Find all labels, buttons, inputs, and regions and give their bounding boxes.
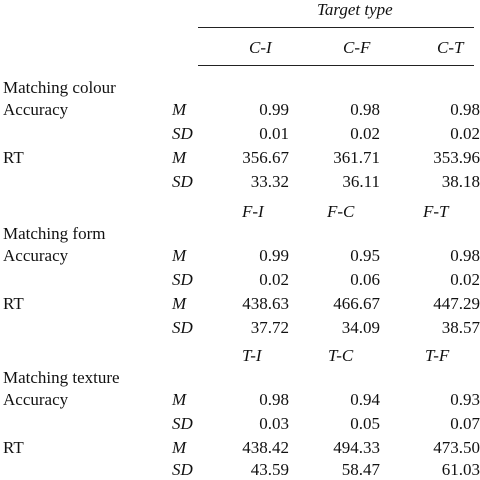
row-stat: M: [172, 246, 187, 265]
table-cell: 0.05: [350, 414, 380, 433]
table-cell: 0.98: [450, 246, 480, 265]
table-cell: 0.98: [450, 100, 480, 119]
column-header-2: C-F: [343, 38, 371, 57]
section-column-header: F-T: [423, 202, 449, 221]
row-stat: M: [172, 294, 187, 313]
table-cell: 61.03: [441, 460, 480, 479]
row-measure: RT: [3, 294, 24, 313]
section-title-form: Matching form: [3, 224, 106, 243]
row-stat: SD: [172, 172, 193, 191]
section-title-colour: Matching colour: [3, 78, 116, 97]
section-column-header: F-I: [242, 202, 264, 221]
table-cell: 466.67: [333, 294, 380, 313]
row-measure: Accuracy: [3, 246, 69, 265]
table-cell: 473.50: [433, 438, 480, 457]
table-cell: 438.42: [242, 438, 289, 457]
table-cell: 0.98: [350, 100, 380, 119]
table-cell: 36.11: [342, 172, 380, 191]
row-stat: SD: [172, 414, 193, 433]
table-cell: 0.07: [450, 414, 480, 433]
table-cell: 0.06: [350, 270, 380, 289]
row-stat: SD: [172, 318, 193, 337]
table-cell: 361.71: [333, 148, 380, 167]
row-stat: M: [172, 100, 187, 119]
table-cell: 0.03: [259, 414, 289, 433]
table-cell: 0.02: [450, 124, 480, 143]
row-measure: Accuracy: [3, 100, 69, 119]
table-cell: 0.93: [450, 390, 480, 409]
section-column-header: T-C: [328, 346, 354, 365]
table-cell: 37.72: [250, 318, 289, 337]
table-cell: 0.02: [350, 124, 380, 143]
table-cell: 38.18: [441, 172, 480, 191]
row-stat: M: [172, 390, 187, 409]
row-measure: RT: [3, 438, 24, 457]
section-column-header: F-C: [327, 202, 355, 221]
row-measure: Accuracy: [3, 390, 69, 409]
row-stat: SD: [172, 270, 193, 289]
table-cell: 0.94: [350, 390, 380, 409]
table-cell: 0.01: [259, 124, 289, 143]
table-cell: 43.59: [250, 460, 289, 479]
table-cell: 356.67: [242, 148, 289, 167]
table-cell: 33.32: [250, 172, 289, 191]
table-cell: 0.02: [259, 270, 289, 289]
group-header-target-type: Target type: [317, 0, 393, 19]
table-cell: 34.09: [341, 318, 380, 337]
row-measure: RT: [3, 148, 24, 167]
table-cell: 0.02: [450, 270, 480, 289]
section-column-header: T-F: [425, 346, 450, 365]
table-cell: 38.57: [441, 318, 480, 337]
table-cell: 0.99: [259, 100, 289, 119]
table-cell: 494.33: [333, 438, 380, 457]
table-cell: 58.47: [341, 460, 380, 479]
section-column-header: T-I: [242, 346, 262, 365]
row-stat: M: [172, 438, 187, 457]
table-cell: 0.98: [259, 390, 289, 409]
column-header-1: C-I: [249, 38, 272, 57]
section-title-texture: Matching texture: [3, 368, 120, 387]
row-stat: M: [172, 148, 187, 167]
table-cell: 0.95: [350, 246, 380, 265]
table-cell: 0.99: [259, 246, 289, 265]
column-header-rule: [198, 65, 474, 66]
row-stat: SD: [172, 124, 193, 143]
table-cell: 438.63: [242, 294, 289, 313]
table-cell: 353.96: [433, 148, 480, 167]
column-header-3: C-T: [437, 38, 464, 57]
header-rule: [198, 27, 474, 28]
table-cell: 447.29: [433, 294, 480, 313]
row-stat: SD: [172, 460, 193, 479]
